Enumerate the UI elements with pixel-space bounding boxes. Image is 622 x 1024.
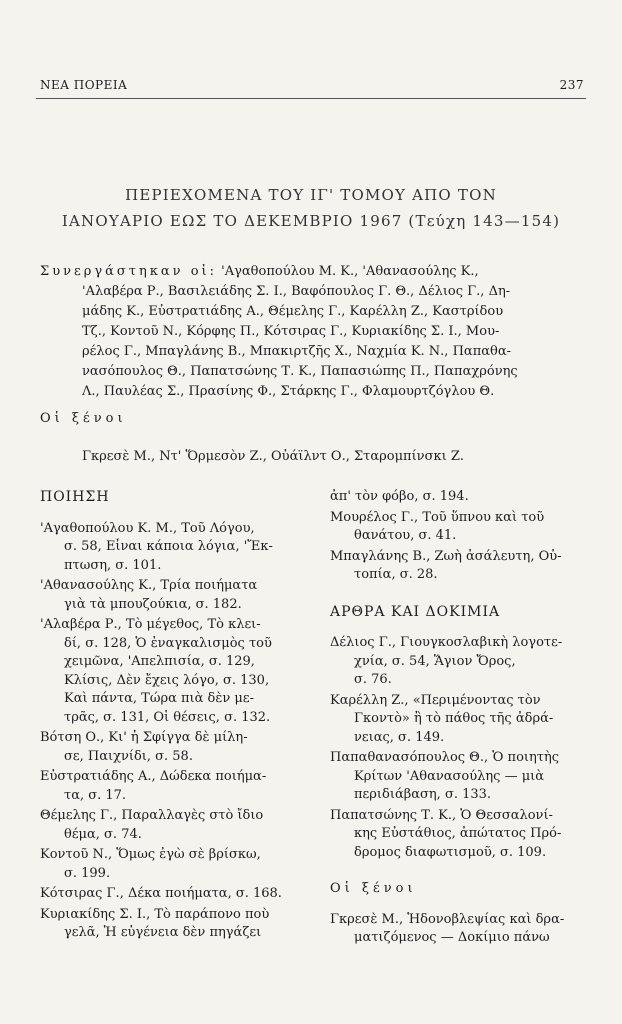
entry-line: περιδιάβαση, σ. 133. xyxy=(354,787,492,802)
entry-line: ἀπ' τὸν φόβο, σ. 194. xyxy=(330,489,469,504)
entry-line: θέμα, σ. 74. xyxy=(64,826,142,842)
left-column xyxy=(40,488,302,945)
essays-list xyxy=(330,634,576,862)
entry-line: γελᾶ, Ἡ εὐγένεια δὲν πηγάζει xyxy=(64,925,262,940)
index-entry xyxy=(330,488,576,507)
entry-line: Κότσιρας Γ., Δέκα ποιήματα, σ. 168. xyxy=(40,886,282,901)
contents-title-line-1: ΠΕΡΙΕΧΟΜΕΝΑ ΤΟΥ ΙΓ' ΤΟΜΟΥ ΑΠΟ ΤΟΝ xyxy=(125,186,497,204)
entry-line: Κυριακίδης Σ. Ι., Τὸ παράπονο ποὺ xyxy=(40,906,270,922)
index-entry xyxy=(40,729,302,766)
contributors-line: μάδης Κ., Εὐστρατιάδης Α., Θέμελης Γ., Καρέλλη Ζ., Καστρίδου xyxy=(82,304,504,319)
index-entry xyxy=(40,807,302,844)
index-entry xyxy=(40,768,302,805)
index-entry xyxy=(40,906,302,943)
index-entry xyxy=(330,634,576,690)
entry-line: Γκοντὸ» ἢ τὸ πάθος τῆς ἀδρά- xyxy=(354,711,554,726)
entry-line: Δέλιος Γ., Γιουγκοσλαβικὴ λογοτε- xyxy=(330,635,563,650)
index-entry xyxy=(330,911,576,948)
index-entry xyxy=(330,749,576,805)
index-entry xyxy=(330,807,576,863)
contributors-line: νασόπουλος Θ., Παπατσώνης Τ. Κ., Παπασιώπης Π., Παπαχρόνης xyxy=(82,364,518,379)
contributors-paragraph xyxy=(40,262,585,402)
entry-line: τρᾶς, σ. 131, Οἱ θέσεις, σ. 132. xyxy=(64,709,271,725)
entry-line: κης Εὐστάθιος, ἀπώτατος Πρό- xyxy=(354,826,562,841)
contributors-line: Λ., Παυλέας Σ., Πρασίνης Φ., Στάρκης Γ., Φλαμουρτζόγλου Θ. xyxy=(82,384,495,399)
entry-line: δί, σ. 128, Ὁ ἐναγκαλισμὸς τοῦ xyxy=(64,635,272,651)
index-entry xyxy=(40,577,302,614)
entry-line: Καρέλλη Ζ., «Περιμένοντας τὸν xyxy=(330,692,541,708)
entry-line: σ. 58, Εἶναι κάποια λόγια, 'Ἔκ- xyxy=(64,539,273,554)
entry-line: νειας, σ. 149. xyxy=(354,729,445,745)
entry-line: Εὐστρατιάδης Α., Δώδεκα ποιήμα- xyxy=(40,769,267,784)
entry-line: 'Αθανασούλης Κ., Τρία ποιήματα xyxy=(40,578,258,593)
contributors-line: ρέλος Γ., Μπαγλάνης Β., Μπακιρτζῆς Χ., Ναχμία Κ. Ν., Παπαθα- xyxy=(82,344,512,359)
poetry-heading: ΠΟΙΗΣΗ xyxy=(40,489,110,505)
index-entry xyxy=(330,548,576,585)
contributors-lead: Συνεργάστηκαν οἱ: xyxy=(40,264,218,279)
entry-line: Μπαγλάνης Β., Ζωὴ ἀσάλευτη, Οὐ- xyxy=(330,548,562,564)
foreigners-essays-list xyxy=(330,911,576,948)
entry-line: χειμῶνα, 'Απελπισία, σ. 129, xyxy=(64,654,255,669)
entry-line: σ. 76. xyxy=(354,672,392,687)
index-entry xyxy=(40,846,302,883)
entry-line: Καὶ πάντα, Τώρα πιὰ δὲν με- xyxy=(64,691,254,706)
contributors-names: 'Αγαθοπούλου Μ. Κ., 'Αθανασούλης Κ., xyxy=(217,264,479,279)
entry-line: ματιζόμενος — Δοκίμιο πάνω xyxy=(354,930,550,945)
entry-line: Γκρεσὲ Μ., Ἡδονοβλεψίας καὶ δρα- xyxy=(330,911,565,927)
entry-line: τοπία, σ. 28. xyxy=(354,567,438,582)
entry-line: Κλίσις, Δὲν ἔχεις λόγο, σ. 130, xyxy=(64,672,270,688)
entry-line: πτωση, σ. 101. xyxy=(64,557,162,573)
entry-line: Κρίτων 'Αθανασούλης — μιὰ xyxy=(354,768,545,784)
entry-line: γιὰ τὰ μπουζούκια, σ. 182. xyxy=(64,596,242,612)
index-entry xyxy=(330,509,576,546)
entry-line: Βότση Ο., Κι' ἡ Σφίγγα δὲ μίλη- xyxy=(40,730,248,745)
contributors-line xyxy=(40,262,585,282)
entry-line: σ. 199. xyxy=(64,865,111,881)
entry-line: χνία, σ. 54, Ἅγιον Ὄρος, xyxy=(354,653,516,669)
poetry-continued-list xyxy=(330,488,576,585)
page-number: 237 xyxy=(559,78,584,92)
header-rule xyxy=(36,98,586,99)
index-entry xyxy=(330,692,576,748)
entry-line: δρομος διαφωτισμοῦ, σ. 109. xyxy=(354,844,547,860)
running-head xyxy=(40,78,584,96)
entry-line: Κοντοῦ Ν., Ὅμως ἐγὼ σὲ βρίσκω, xyxy=(40,847,261,862)
essays-heading: ΑΡΘΡΑ ΚΑΙ ΔΟΚΙΜΙΑ xyxy=(330,603,501,620)
entry-line: θανάτου, σ. 41. xyxy=(354,528,457,543)
entry-line: 'Αλαβέρα Ρ., Τὸ μέγεθος, Τὸ κλει- xyxy=(40,617,261,632)
entry-line: σε, Παιχνίδι, σ. 58. xyxy=(64,748,193,764)
contributors-line: 'Αλαβέρα Ρ., Βασιλειάδης Σ. Ι., Βαφόπουλος Γ. Θ., Δέλιος Γ., Δη- xyxy=(82,284,511,299)
entry-line: τα, σ. 17. xyxy=(64,787,127,803)
foreigners-label-bottom: Οἱ ξένοι xyxy=(330,881,417,896)
foreigners-list: Γκρεσὲ Μ., Ντ' Ὅρμεσὸν Ζ., Οὐάϊλντ Ο., Σταρομπίνσκι Ζ. xyxy=(82,449,464,464)
entry-line: Μουρέλος Γ., Τοῦ ὕπνου καὶ τοῦ xyxy=(330,509,545,525)
entry-line: Παπαθανασόπουλος Θ., Ὁ ποιητὴς xyxy=(330,750,560,765)
index-entry xyxy=(40,885,302,904)
poetry-list xyxy=(40,520,302,943)
contributors-line: Τζ., Κοντοῦ Ν., Κόρφης Π., Κότσιρας Γ., Κυριακίδης Σ. Ι., Μου- xyxy=(82,324,500,339)
right-column xyxy=(330,488,576,950)
entry-line: 'Αγαθοπούλου Κ. Μ., Τοῦ Λόγου, xyxy=(40,520,255,536)
foreigners-label: Οἱ ξένοι xyxy=(40,411,127,426)
index-entry xyxy=(40,520,302,576)
entry-line: Παπατσώνης Τ. Κ., Ὁ Θεσσαλονί- xyxy=(330,807,553,823)
entry-line: Θέμελης Γ., Παραλλαγὲς στὸ ἴδιο xyxy=(40,808,264,823)
contents-title-line-2: ΙΑΝΟΥΑΡΙΟ ΕΩΣ ΤΟ ΔΕΚΕΜΒΡΙΟ 1967 (Τεύχη 143—154) xyxy=(61,212,561,230)
index-entry xyxy=(40,616,302,727)
journal-name: ΝΕΑ ΠΟΡΕΙΑ xyxy=(40,78,128,92)
